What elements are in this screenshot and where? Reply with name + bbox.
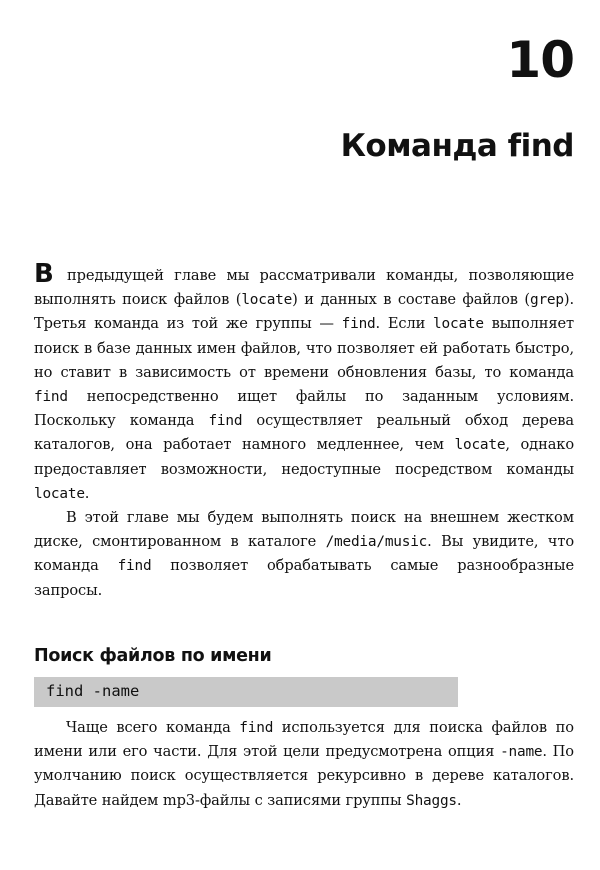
command-name: locate bbox=[454, 437, 506, 454]
option-name: -name bbox=[500, 744, 543, 761]
path-name: /media/music bbox=[325, 534, 428, 551]
code-block: find -name bbox=[34, 677, 458, 707]
text-run: ). Третья команда из той же группы — bbox=[34, 291, 574, 333]
text-run: Чаще всего команда bbox=[66, 719, 240, 736]
text-run: . По умолчанию поиск осуществляется рекурсивно в дереве каталогов. Давайте найдем mp3-файлы с записями группы bbox=[34, 743, 574, 809]
section-heading: Поиск файлов по имени bbox=[34, 646, 272, 666]
intro-paragraph-2 bbox=[34, 506, 574, 603]
command-name: locate bbox=[34, 485, 85, 502]
text-run: . bbox=[84, 484, 90, 502]
command-name: find bbox=[117, 558, 152, 575]
band-name: Shaggs bbox=[406, 792, 457, 809]
text-run: используется для поиска файлов по имени или его части. Для этой цели предусмотрена опция bbox=[34, 719, 574, 761]
command-name: locate bbox=[241, 292, 293, 309]
drop-cap: В bbox=[34, 259, 54, 289]
text-run: В этой главе мы будем выполнять поиск на внешнем жестком диске, смонтированном в каталоге bbox=[34, 509, 574, 551]
chapter-number: 10 bbox=[506, 31, 574, 89]
command-name: grep bbox=[530, 292, 564, 309]
command-name: find bbox=[239, 720, 274, 736]
text-run: . bbox=[456, 791, 462, 809]
command-name: locate bbox=[433, 316, 484, 333]
text-run: ) и данных в составе файлов ( bbox=[292, 291, 530, 309]
text-run: осуществляет реальный обход дерева каталогов, она работает намного медленнее, чем bbox=[34, 412, 574, 454]
text-run: . Вы увидите, что команда bbox=[34, 533, 575, 575]
command-name: find bbox=[208, 413, 243, 430]
intro-text bbox=[34, 259, 575, 603]
section-text bbox=[34, 716, 574, 813]
chapter-title: Команда find bbox=[340, 128, 574, 164]
text-run: , однако предоставляет возможности, недоступные посредством команды bbox=[34, 436, 574, 478]
command-name: find bbox=[34, 389, 68, 406]
command-name: find bbox=[341, 316, 376, 333]
intro-paragraph-1 bbox=[34, 259, 574, 506]
text-run: предыдущей главе мы рассматривали команды, позволяющие выполнять поиск файлов ( bbox=[34, 267, 574, 309]
section-paragraph-1 bbox=[34, 716, 574, 813]
text-run: выполняет поиск в базе данных имен файлов, что позволяет ей работать быстро, но ставит в зависимость от времени обновления базы, то команда bbox=[34, 315, 574, 381]
text-run: непосредственно ищет файлы по заданным условиям. Поскольку команда bbox=[34, 388, 574, 430]
text-run: . Если bbox=[375, 315, 434, 333]
text-run: позволяет обрабатывать самые разнообразные запросы. bbox=[34, 557, 574, 599]
